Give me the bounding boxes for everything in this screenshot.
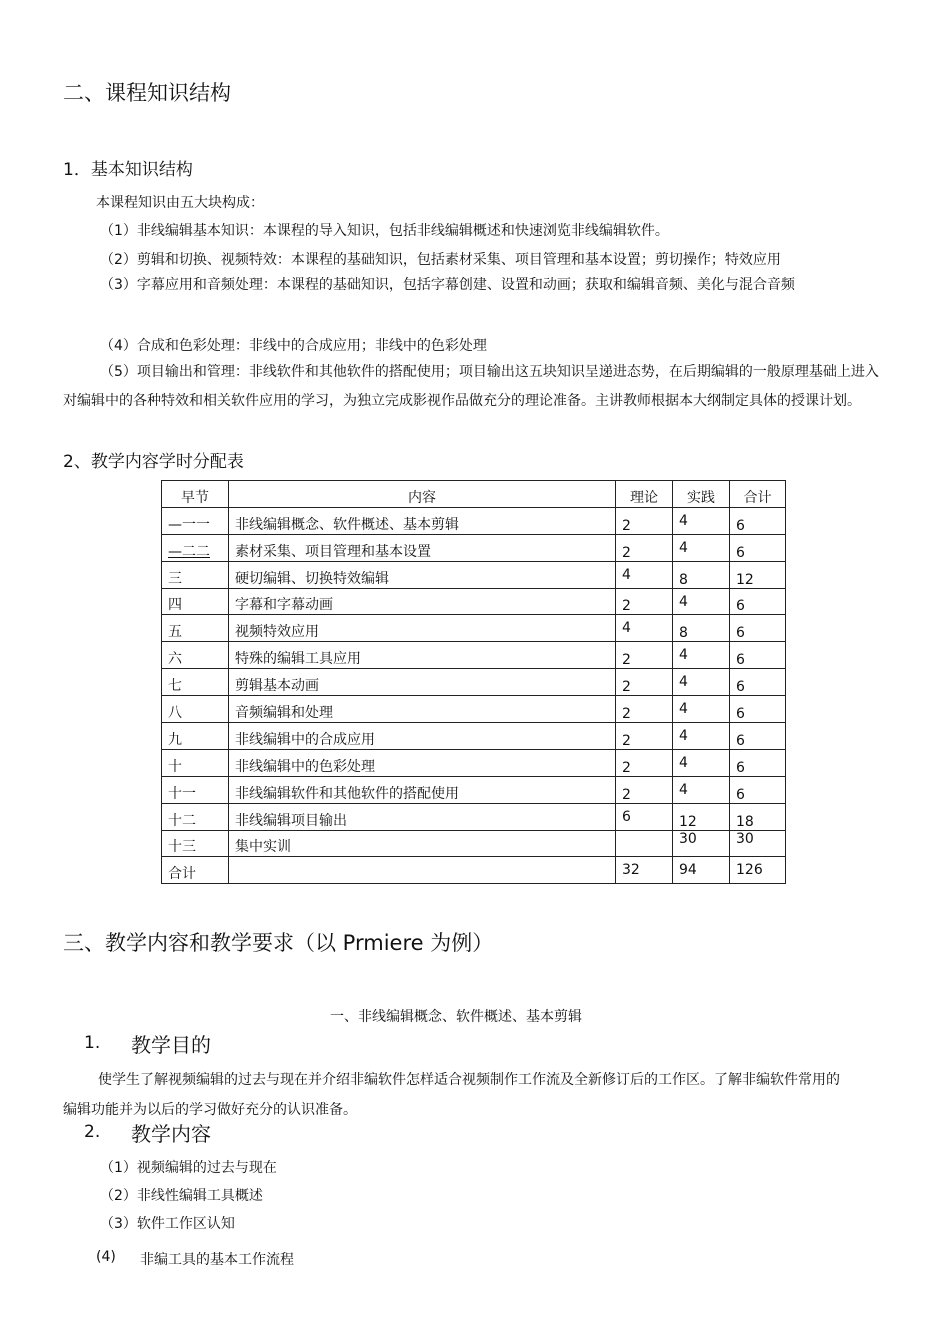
cell-chapter: —二二 (162, 534, 229, 561)
cell-total: 6 (730, 615, 786, 642)
cell-total: 12 (730, 561, 786, 588)
cell-chapter: 八 (162, 696, 229, 723)
chapter-title: 一、非线编辑概念、软件概述、基本剪辑 (330, 1009, 582, 1025)
cell-practice: 4 (673, 642, 730, 669)
cell-content: 硬切编辑、切换特效编辑 (229, 561, 616, 588)
knowledge-item-5: （5）项目输出和管理：非线软件和其他软件的搭配使用；项目输出这五块知识呈递进态势，在后期编辑的一般原理基础上进入对编辑中的各种特效和相关软件应用的学习，为独立完成影视作品做充分的理论准备。主讲教师根据本大纲制定具体的授课计划。 (63, 364, 879, 409)
cell-total: 6 (730, 776, 786, 803)
table-row (162, 803, 786, 830)
table-row (162, 723, 786, 750)
cell-practice: 4 (673, 669, 730, 696)
table-row (162, 830, 786, 857)
cell-theory: 6 (616, 803, 673, 830)
table-row (162, 857, 786, 884)
cell-theory (616, 830, 673, 857)
cell-practice: 30 (673, 830, 730, 857)
table-row (162, 561, 786, 588)
cell-content: 视频特效应用 (229, 615, 616, 642)
cell-practice: 4 (673, 507, 730, 534)
header-chapter: 早节 (162, 481, 229, 508)
cell-total: 6 (730, 588, 786, 615)
table-row (162, 696, 786, 723)
cell-practice: 4 (673, 723, 730, 750)
cell-theory: 4 (616, 561, 673, 588)
content-item-3: （3）软件工作区认知 (100, 1216, 235, 1232)
table-row (162, 615, 786, 642)
cell-chapter: 五 (162, 615, 229, 642)
cell-total: 6 (730, 696, 786, 723)
cell-chapter: 九 (162, 723, 229, 750)
hours-table (161, 480, 786, 884)
cell-total: 18 (730, 803, 786, 830)
table-row (162, 669, 786, 696)
cell-content: 字幕和字幕动画 (229, 588, 616, 615)
cell-practice: 12 (673, 803, 730, 830)
table-row (162, 642, 786, 669)
header-total: 合计 (730, 481, 786, 508)
knowledge-item-3: （3）字幕应用和音频处理：本课程的基础知识，包括字幕创建、设置和动画；获取和编辑音频、美化与混合音频 (100, 277, 795, 293)
cell-practice: 4 (673, 696, 730, 723)
cell-theory: 32 (616, 857, 673, 884)
cell-content: 特殊的编辑工具应用 (229, 642, 616, 669)
table-row (162, 588, 786, 615)
sub-2-title: 2、教学内容学时分配表 (63, 452, 244, 472)
cell-practice: 8 (673, 561, 730, 588)
cell-total: 126 (730, 857, 786, 884)
table-header-row (162, 481, 786, 508)
cell-practice: 4 (673, 588, 730, 615)
knowledge-item-1: （1）非线编辑基本知识：本课程的导入知识，包括非线编辑概述和快速浏览非线编辑软件。 (100, 223, 669, 239)
cell-content: 集中实训 (229, 830, 616, 857)
cell-theory: 2 (616, 534, 673, 561)
goal-title: 教学目的 (131, 1033, 211, 1057)
intro-line: 本课程知识由五大块构成： (96, 195, 264, 211)
knowledge-item-2: （2）剪辑和切换、视频特效：本课程的基础知识，包括素材采集、项目管理和基本设置；剪切操作；特效应用 (100, 252, 781, 268)
cell-chapter: 十二 (162, 803, 229, 830)
table-row (162, 534, 786, 561)
cell-chapter: 七 (162, 669, 229, 696)
sub-1-title: 1．基本知识结构 (63, 160, 193, 180)
cell-content: 剪辑基本动画 (229, 669, 616, 696)
content-number: 2. (84, 1122, 101, 1142)
cell-practice: 4 (673, 776, 730, 803)
content-item-2: （2）非线性编辑工具概述 (100, 1188, 263, 1204)
cell-theory: 2 (616, 749, 673, 776)
content-title: 教学内容 (131, 1122, 211, 1146)
goal-number: 1. (84, 1033, 101, 1053)
cell-chapter: 合计 (162, 857, 229, 884)
cell-theory: 2 (616, 669, 673, 696)
cell-content: 非线编辑项目输出 (229, 803, 616, 830)
cell-content: 素材采集、项目管理和基本设置 (229, 534, 616, 561)
section-3-title: 三、教学内容和教学要求（以 Prmiere 为例） (63, 931, 494, 955)
cell-practice: 4 (673, 534, 730, 561)
cell-total: 6 (730, 723, 786, 750)
header-content: 内容 (229, 481, 616, 508)
cell-chapter: 十三 (162, 830, 229, 857)
cell-chapter: 六 (162, 642, 229, 669)
cell-theory: 2 (616, 696, 673, 723)
cell-chapter: 十一 (162, 776, 229, 803)
cell-content: 非线编辑中的合成应用 (229, 723, 616, 750)
table-row (162, 776, 786, 803)
cell-theory: 4 (616, 615, 673, 642)
cell-total: 6 (730, 507, 786, 534)
cell-chapter: 四 (162, 588, 229, 615)
cell-theory: 2 (616, 642, 673, 669)
cell-content: 非线编辑概念、软件概述、基本剪辑 (229, 507, 616, 534)
goal-text: 使学生了解视频编辑的过去与现在并介绍非编软件怎样适合视频制作工作流及全新修订后的工作区。了解非编软件常用的编辑功能并为以后的学习做好充分的认识准备。 (63, 1072, 840, 1118)
cell-practice: 4 (673, 749, 730, 776)
cell-total: 6 (730, 669, 786, 696)
content-item-4-text: 非编工具的基本工作流程 (140, 1252, 294, 1268)
knowledge-item-4: （4）合成和色彩处理：非线中的合成应用；非线中的色彩处理 (100, 338, 487, 354)
cell-chapter: 三 (162, 561, 229, 588)
cell-theory: 2 (616, 588, 673, 615)
cell-chapter: 十 (162, 749, 229, 776)
cell-practice: 94 (673, 857, 730, 884)
section-2-title: 二、课程知识结构 (63, 81, 231, 105)
cell-total: 6 (730, 749, 786, 776)
cell-practice: 8 (673, 615, 730, 642)
cell-theory: 2 (616, 507, 673, 534)
header-practice: 实践 (673, 481, 730, 508)
content-item-1: （1）视频编辑的过去与现在 (100, 1160, 277, 1176)
header-theory: 理论 (616, 481, 673, 508)
cell-content: 音频编辑和处理 (229, 696, 616, 723)
cell-total: 30 (730, 830, 786, 857)
cell-content: 非线编辑中的色彩处理 (229, 749, 616, 776)
cell-content (229, 857, 616, 884)
table-row (162, 507, 786, 534)
cell-total: 6 (730, 534, 786, 561)
content-item-4-number: (4) (96, 1249, 116, 1265)
cell-content: 非线编辑软件和其他软件的搭配使用 (229, 776, 616, 803)
cell-total: 6 (730, 642, 786, 669)
cell-theory: 2 (616, 723, 673, 750)
table-row (162, 749, 786, 776)
cell-theory: 2 (616, 776, 673, 803)
cell-chapter: —一一 (162, 507, 229, 534)
